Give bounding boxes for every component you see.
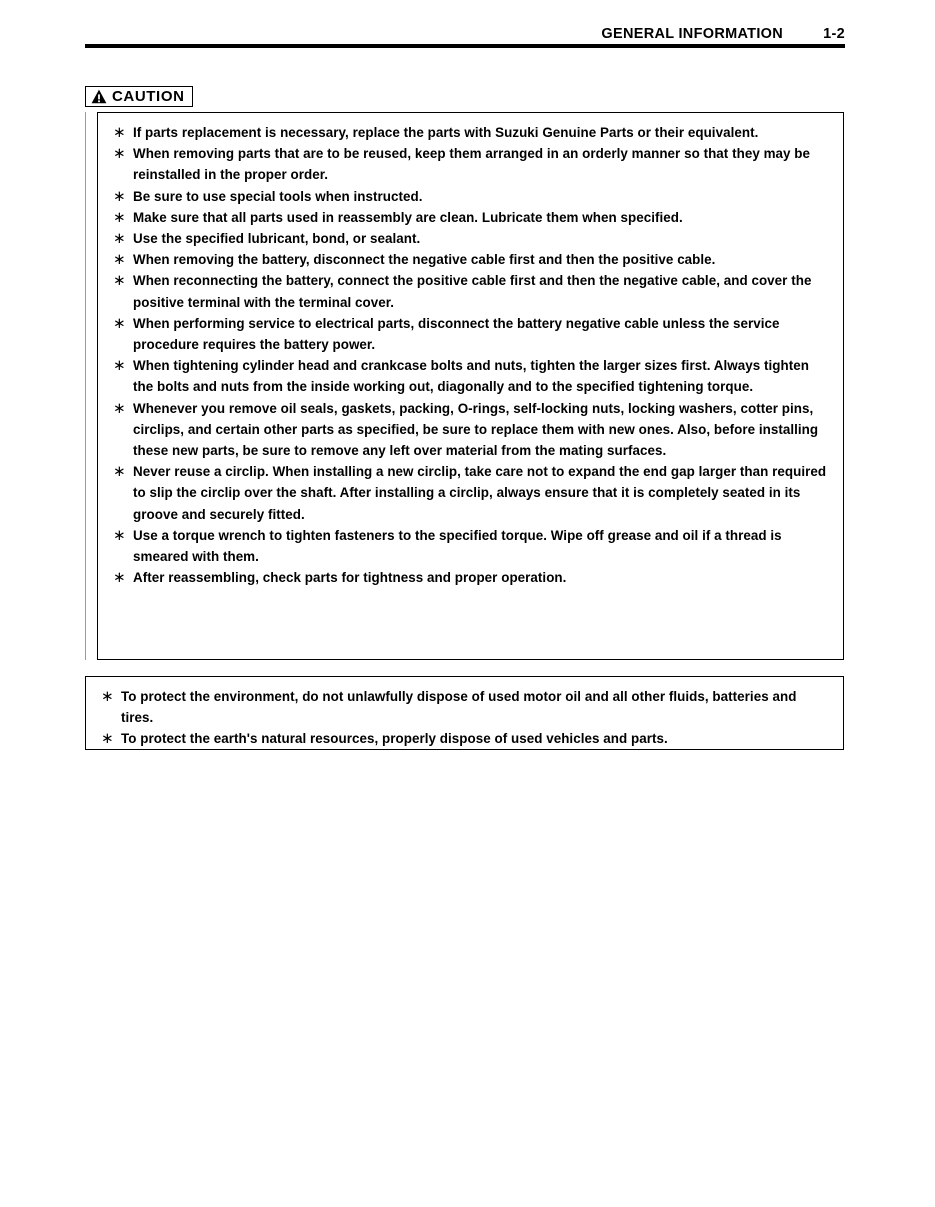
list-item: ∗ If parts replacement is necessary, replace the parts with Suzuki Genuine Parts or their equivalent. — [111, 122, 829, 143]
list-item: ∗ To protect the earth's natural resources, properly dispose of used vehicles and parts. — [99, 728, 829, 749]
header-rule — [85, 44, 845, 48]
list-item: ∗ To protect the environment, do not unlawfully dispose of used motor oil and all other fluids, batteries and tires. — [99, 686, 829, 728]
caution-box-content — [98, 113, 843, 596]
caution-badge — [85, 86, 193, 107]
caution-list — [111, 122, 829, 588]
environment-box — [85, 676, 844, 750]
header-section-title: GENERAL INFORMATION — [601, 26, 783, 42]
caution-box — [97, 112, 844, 660]
page-header — [85, 26, 845, 52]
environment-box-content — [86, 677, 843, 758]
list-item: ∗ Use the specified lubricant, bond, or sealant. — [111, 228, 829, 249]
header-page-number: 1-2 — [823, 26, 845, 42]
warning-triangle-icon — [91, 89, 107, 104]
list-item: ∗ When tightening cylinder head and crankcase bolts and nuts, tighten the larger sizes first. Always tighten the bolts and nuts from the inside working out, diagonally and to the specified tightening torque. — [111, 355, 829, 397]
list-item: ∗ When removing the battery, disconnect the negative cable first and then the positive cable. — [111, 249, 829, 270]
list-item: ∗ When reconnecting the battery, connect the positive cable first and then the negative cable, and cover the positive terminal with the terminal cover. — [111, 270, 829, 312]
list-item: ∗ After reassembling, check parts for tightness and proper operation. — [111, 567, 829, 588]
list-item: ∗ Be sure to use special tools when instructed. — [111, 186, 829, 207]
list-item: ∗ Whenever you remove oil seals, gaskets, packing, O-rings, self-locking nuts, locking washers, cotter pins, circlips, and certain other parts as specified, be sure to replace them with new ones. Also, before installing these new parts, be sure to remove any left over material from the mating surfaces. — [111, 398, 829, 462]
list-item: ∗ Use a torque wrench to tighten fasteners to the specified torque. Wipe off grease and oil if a thread is smeared with them. — [111, 525, 829, 567]
list-item: ∗ When performing service to electrical parts, disconnect the battery negative cable unless the service procedure requires the battery power. — [111, 313, 829, 355]
caution-box-outer-edge — [85, 112, 97, 660]
list-item: ∗ When removing parts that are to be reused, keep them arranged in an orderly manner so that they may be reinstalled in the proper order. — [111, 143, 829, 185]
environment-list — [99, 686, 829, 750]
list-item: ∗ Never reuse a circlip. When installing a new circlip, take care not to expand the end gap larger than required to slip the circlip over the shaft. After installing a circlip, always ensure that it is completely seated in its groove and securely fitted. — [111, 461, 829, 525]
caution-badge-label: CAUTION — [112, 88, 185, 105]
list-item: ∗ Make sure that all parts used in reassembly are clean. Lubricate them when specified. — [111, 207, 829, 228]
